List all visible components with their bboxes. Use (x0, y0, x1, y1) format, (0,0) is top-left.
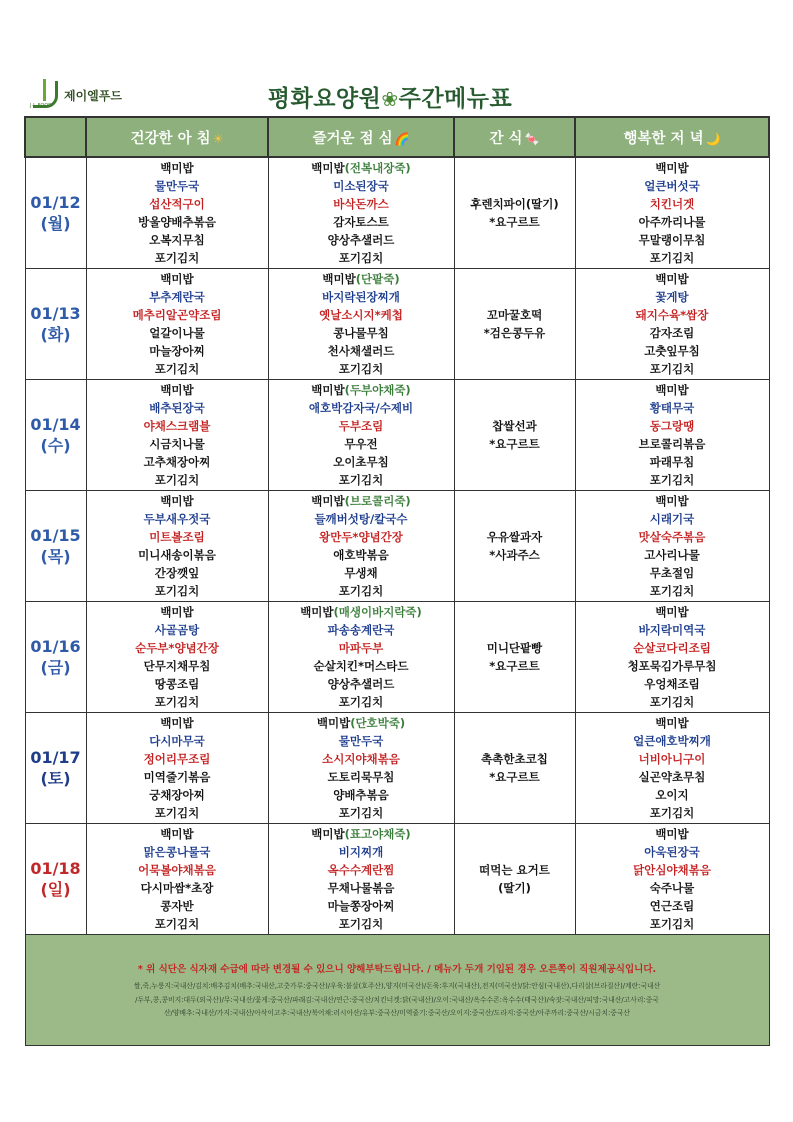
dinner-cell (575, 157, 769, 269)
menu-item: 바지락된장찌개 (322, 289, 400, 304)
menu-item: 포기김치 (338, 251, 384, 266)
menu-item (269, 159, 454, 177)
menu-item: 백미밥 (160, 493, 194, 508)
menu-item: 실곤약초무침 (638, 770, 706, 784)
snack-cell (454, 380, 575, 491)
date-text: 01/16 (30, 637, 81, 656)
menu-item: 너비아니구이 (638, 751, 706, 766)
menu-item: 백미밥 (160, 382, 194, 397)
menu-item: 배추된장국 (149, 400, 205, 415)
menu-item: 바삭돈까스 (333, 196, 389, 211)
header-lunch: 즐거운 점 심 🌈 (268, 117, 454, 157)
menu-item: 옥수수계란찜 (327, 862, 395, 877)
rice-item: 백미밥 (311, 493, 345, 508)
weekly-menu-table (24, 116, 770, 1046)
menu-item: 마늘장아찌 (149, 344, 205, 359)
menu-item: 사골곰탕 (154, 622, 200, 637)
menu-item: 오복지무침 (149, 233, 205, 248)
lunch-cell (268, 713, 454, 824)
day-row (25, 157, 769, 269)
menu-item: 백미밥 (160, 271, 194, 286)
menu-item: 포기김치 (154, 584, 200, 599)
menu-item: 단무지채무침 (143, 659, 211, 673)
header-snack: 간 식 🍬 (454, 117, 575, 157)
menu-item: 마파두부 (338, 640, 384, 655)
title-facility: 평화요양원 (267, 86, 382, 112)
menu-item: 미트볼조림 (149, 529, 205, 544)
menu-item: 얼큰애호박찌개 (633, 733, 711, 748)
menu-item: 무말랭이무침 (638, 233, 706, 248)
menu-item: 우엉채조림 (644, 677, 700, 692)
menu-item: 촉촉한초코칩 (481, 752, 548, 766)
snack-cell (454, 269, 575, 380)
candy-icon: 🍬 (524, 131, 540, 146)
rice-item: 백미밥 (311, 382, 345, 397)
porridge-item: (두부야채죽) (344, 382, 411, 397)
menu-item: 궁채장아찌 (149, 788, 205, 803)
menu-item: 다시마무국 (149, 733, 205, 748)
menu-item: 포기김치 (649, 473, 695, 488)
menu-item: 미소된장국 (333, 178, 389, 193)
day-label (25, 269, 86, 380)
menu-item: 메추리알곤약조림 (132, 307, 222, 322)
menu-item: 아욱된장국 (644, 844, 700, 859)
menu-item: 백미밥 (655, 604, 689, 619)
menu-item: 포기김치 (338, 695, 384, 710)
menu-item: 애호박볶음 (333, 548, 389, 562)
menu-item: 옛날소시지*케첩 (319, 307, 403, 322)
title-menu: 주간메뉴표 (398, 86, 513, 112)
menu-item: *요구르트 (489, 437, 540, 451)
page-title (220, 80, 560, 113)
day-label (25, 713, 86, 824)
menu-item: 바지락미역국 (638, 622, 706, 637)
menu-item: 애호박감자국/수제비 (308, 400, 414, 415)
menu-item: 마늘쫑장아찌 (327, 899, 395, 914)
moon-icon: 🌙 (705, 131, 721, 146)
menu-item: 양상추샐러드 (327, 677, 395, 692)
lunch-cell (268, 157, 454, 269)
porridge-item: (전복내장죽) (344, 160, 411, 175)
weekday-text: (수) (40, 436, 71, 455)
menu-item: 포기김치 (154, 362, 200, 377)
menu-item: 백미밥 (655, 715, 689, 730)
date-text: 01/18 (30, 859, 81, 878)
header-row (25, 117, 769, 157)
menu-item: 아주까리나물 (638, 215, 706, 229)
menu-item: 꼬마꿀호떡 (486, 308, 543, 322)
footer-notes (25, 935, 769, 1046)
menu-item: 백미밥 (160, 715, 194, 730)
date-text: 01/14 (30, 415, 81, 434)
corner-cell (25, 117, 86, 157)
menu-item: 미니단팥빵 (486, 641, 543, 655)
footer-row (25, 935, 769, 1046)
menu-item: 후렌치파이(딸기) (470, 197, 559, 211)
menu-item: 포기김치 (649, 917, 695, 932)
brand-name: 제이엘푸드 (64, 88, 122, 103)
dinner-cell (575, 713, 769, 824)
menu-item: 콩나물무침 (333, 326, 389, 340)
menu-item: 포기김치 (649, 806, 695, 821)
menu-item: 두부조림 (338, 418, 384, 433)
menu-item: 오이지 (655, 788, 689, 803)
day-label (25, 602, 86, 713)
menu-item: 간장깻잎 (154, 566, 200, 581)
menu-item: *요구르트 (489, 770, 540, 784)
porridge-item: (단호박죽) (350, 715, 406, 730)
dinner-cell (575, 380, 769, 491)
menu-item (269, 270, 454, 288)
menu-item: 부추계란국 (149, 289, 205, 304)
flower-icon: ❀ (381, 87, 399, 111)
menu-item: 포기김치 (154, 473, 200, 488)
menu-item: 고춧잎무침 (644, 344, 700, 359)
menu-item: 천사채샐러드 (327, 344, 395, 359)
menu-item: 포기김치 (154, 695, 200, 710)
day-label (25, 380, 86, 491)
menu-item: 돼지수육*쌈장 (635, 307, 709, 322)
menu-item: 야채스크램블 (143, 418, 211, 433)
menu-item: 우유쌀과자 (486, 530, 543, 544)
porridge-item: (표고야채죽) (344, 826, 411, 841)
weekday-text: (일) (40, 880, 71, 899)
breakfast-cell (86, 157, 268, 269)
menu-item: 땅콩조림 (154, 677, 200, 692)
menu-item: 연근조림 (649, 899, 695, 914)
change-notice: * 위 식단은 식자재 수급에 따라 변경될 수 있으니 양해부탁드립니다. / 메뉴가 두개 기입된 경우 오른쪽이 직원제공식입니다. (137, 964, 657, 976)
menu-item: 백미밥 (655, 160, 689, 175)
origin-info (36, 980, 759, 1021)
menu-item: 맑은콩나물국 (143, 844, 211, 859)
menu-item: 포기김치 (338, 473, 384, 488)
menu-item: 미니새송이볶음 (138, 548, 216, 562)
menu-item: *검은콩두유 (483, 326, 546, 340)
menu-item: 양상추샐러드 (327, 233, 395, 248)
porridge-item: (매생이바지락죽) (333, 604, 422, 619)
menu-item: 무우전 (344, 437, 378, 451)
menu-item: 포기김치 (649, 584, 695, 599)
menu-item: 콩자반 (160, 899, 194, 914)
date-text: 01/15 (30, 526, 81, 545)
menu-item: 방울양배추볶음 (138, 215, 216, 229)
breakfast-cell (86, 269, 268, 380)
weekday-text: (월) (40, 214, 71, 233)
snack-cell (454, 491, 575, 602)
menu-item: 얼갈이나물 (149, 326, 205, 340)
day-row (25, 713, 769, 824)
menu-item: 황태무국 (649, 400, 695, 415)
menu-item: 무생채 (344, 566, 378, 581)
porridge-item: (단팥죽) (355, 271, 400, 286)
menu-item: *요구르트 (489, 215, 540, 229)
menu-item: 고추채장아찌 (143, 455, 211, 470)
menu-item: 파래무침 (649, 455, 695, 470)
day-label (25, 157, 86, 269)
rice-item: 백미밥 (322, 271, 356, 286)
breakfast-cell (86, 491, 268, 602)
menu-item: 얼큰버섯국 (644, 178, 700, 193)
brand-logo (30, 78, 122, 112)
breakfast-cell (86, 380, 268, 491)
menu-item: 순두부*양념간장 (135, 640, 219, 655)
menu-item: 미역줄기볶음 (143, 770, 211, 784)
menu-item: 비지찌개 (338, 844, 384, 859)
weekday-text: (화) (40, 325, 71, 344)
snack-cell (454, 157, 575, 269)
menu-item: 다시마쌈*초장 (140, 881, 214, 895)
menu-item: 포기김치 (338, 917, 384, 932)
menu-item: 도토리묵무침 (327, 770, 395, 784)
menu-item: 닭안심야채볶음 (633, 862, 711, 877)
porridge-item: (브로콜리죽) (344, 493, 411, 508)
menu-item: *사과주스 (489, 548, 540, 562)
menu-item: 포기김치 (649, 695, 695, 710)
menu-item (269, 825, 454, 843)
menu-item: 파송송계란국 (327, 622, 395, 637)
lunch-cell (268, 380, 454, 491)
menu-item: 섭산적구이 (149, 196, 205, 211)
breakfast-cell (86, 602, 268, 713)
menu-item: 감자조림 (649, 326, 695, 340)
menu-item: 백미밥 (655, 493, 689, 508)
menu-item: 어묵볼야채볶음 (138, 862, 216, 877)
menu-item: 순살코다리조림 (633, 640, 711, 655)
origin-line: 쌀,죽,누룽지:국내산/김치:배추김치(배추:국내산,고춧가루:중국산)/우육:불살(호주산),양지(미국산)/돈육:후지(국내산),전지(미국산)/닭:안심(국내산),다리살(브라질산)/계란:국내산 (133, 982, 661, 991)
menu-item: 순살치킨*머스타드 (313, 659, 409, 673)
menu-item: 포기김치 (154, 917, 200, 932)
menu-item: 백미밥 (655, 382, 689, 397)
menu-item: 포기김치 (338, 584, 384, 599)
lunch-cell (268, 824, 454, 935)
snack-cell (454, 713, 575, 824)
day-row (25, 380, 769, 491)
lunch-cell (268, 269, 454, 380)
day-row (25, 269, 769, 380)
day-row (25, 824, 769, 935)
menu-item: 왕만두*양념간장 (319, 529, 403, 544)
menu-item: 무채나물볶음 (327, 881, 395, 895)
menu-item: 양배추볶음 (333, 788, 389, 803)
menu-item (269, 381, 454, 399)
menu-item: 백미밥 (655, 271, 689, 286)
menu-item: 동그랑땡 (649, 418, 695, 433)
menu-item: 포기김치 (649, 251, 695, 266)
menu-item: 백미밥 (160, 604, 194, 619)
sun-icon: ☀ (212, 131, 224, 146)
menu-item: 청포묵김가루무침 (627, 659, 717, 673)
menu-item: (딸기) (498, 881, 531, 895)
breakfast-cell (86, 824, 268, 935)
day-row (25, 602, 769, 713)
menu-item: 소시지야채볶음 (322, 751, 400, 766)
breakfast-cell (86, 713, 268, 824)
menu-item: 백미밥 (655, 826, 689, 841)
menu-item: 맛살숙주볶음 (638, 529, 706, 544)
menu-item: 물만두국 (338, 733, 384, 748)
menu-item: 감자토스트 (333, 215, 389, 229)
dinner-cell (575, 824, 769, 935)
menu-item: 포기김치 (338, 362, 384, 377)
menu-item: 두부새우젓국 (143, 511, 211, 526)
rice-item: 백미밥 (300, 604, 334, 619)
menu-item: *요구르트 (489, 659, 540, 673)
rainbow-icon: 🌈 (394, 131, 410, 146)
lunch-cell (268, 602, 454, 713)
dinner-cell (575, 269, 769, 380)
menu-item: 무초절임 (649, 566, 695, 581)
origin-line: 산/양배추:국내산/가지:국내산/아삭이고추:국내산/북어채:러시아산/유부:중국산/미역줄기:중국산/오이지:중국산/도라지:중국산/아주까리:중국산/시금치:중국산 (163, 1009, 630, 1018)
header-dinner: 행복한 저 녁 🌙 (575, 117, 769, 157)
header-breakfast: 건강한 아 침 ☀ (86, 117, 268, 157)
menu-item: 백미밥 (160, 826, 194, 841)
menu-item: 포기김치 (338, 806, 384, 821)
menu-item: 치킨너겟 (649, 196, 695, 211)
menu-item: 찹쌀선과 (492, 419, 537, 433)
weekday-text: (목) (40, 547, 71, 566)
rice-item: 백미밥 (316, 715, 351, 730)
dinner-cell (575, 602, 769, 713)
snack-cell (454, 602, 575, 713)
menu-item: 오이초무침 (333, 455, 389, 470)
weekday-text: (토) (40, 769, 71, 788)
menu-item: 정어리무조림 (143, 751, 211, 766)
date-text: 01/12 (30, 193, 81, 212)
menu-item: 포기김치 (154, 806, 200, 821)
date-text: 01/13 (30, 304, 81, 323)
lunch-cell (268, 491, 454, 602)
menu-item: 떠먹는 요거트 (479, 863, 550, 877)
menu-item (269, 714, 454, 732)
menu-item: 포기김치 (649, 362, 695, 377)
menu-item: 브로콜리볶음 (638, 437, 706, 451)
rice-item: 백미밥 (311, 826, 345, 841)
menu-item: 꽃게탕 (655, 289, 689, 304)
weekday-text: (금) (40, 658, 71, 677)
menu-item: 들깨버섯탕/칼국수 (314, 511, 408, 526)
menu-item: 고사리나물 (644, 548, 700, 562)
menu-item: 숙주나물 (649, 881, 695, 895)
menu-item (269, 603, 454, 621)
snack-cell (454, 824, 575, 935)
jl-logo-icon: J·L FOOD (30, 79, 60, 111)
menu-item: 물만두국 (154, 178, 200, 193)
menu-item: 시금치나물 (149, 437, 205, 451)
menu-item: 백미밥 (160, 160, 194, 175)
menu-item (269, 492, 454, 510)
dinner-cell (575, 491, 769, 602)
rice-item: 백미밥 (311, 160, 345, 175)
menu-item: 포기김치 (154, 251, 200, 266)
menu-item: 시래기국 (649, 511, 695, 526)
day-label (25, 491, 86, 602)
day-row (25, 491, 769, 602)
origin-line: /두부,콩,콩비지:대두(외국산)/무:국내산/꽃게:중국산/파래김:국내산/연근:중국산/치킨너겟:닭(국내산)/오이:국내산/옥수수콘:옥수수(태국산)/숙잣:국내산/피망:국내산/고사리:중국 (135, 995, 659, 1004)
day-label (25, 824, 86, 935)
date-text: 01/17 (30, 748, 81, 767)
